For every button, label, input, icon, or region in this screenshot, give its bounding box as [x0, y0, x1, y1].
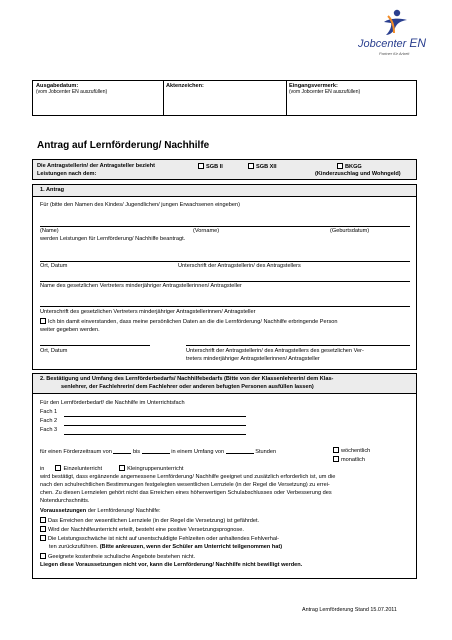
body-line-4: Notendurchschnitts.: [40, 498, 90, 504]
section2-heading-line1: 2. Bestätigung und Umfang des Lernförderbedarfs/ Nachhilfebedarfs (Bitte von der Klassenlehrerin/ dem Klas-: [40, 376, 334, 382]
einverstanden-checkbox[interactable]: [40, 318, 46, 324]
zeitraum-bis-field[interactable]: [142, 447, 170, 454]
opt3-checkbox[interactable]: [40, 535, 46, 541]
section2-heading-line2: senlehrer, der Fachlehrerin/ dem Fachlehrer oder anderen befugten Personen ausfüllen lassen): [61, 384, 314, 390]
unterschrift-2-line1: Unterschrift der Antragstellerin/ des Antragstellers des gesetzlichen Ver-: [186, 348, 364, 354]
einverstanden-line2: weiter gegeben werden.: [40, 327, 100, 333]
voraussetzungen-rest: der Lernförderung/ Nachhilfe:: [86, 508, 161, 514]
monatlich-checkbox[interactable]: [333, 456, 339, 462]
beantragt-text: werden Leistungen für Lernförderung/ Nachhilfe beantragt.: [40, 236, 186, 242]
ausgabedatum-note: (vom Jobcenter EN auszufüllen): [36, 89, 108, 95]
eingangsvermerk-note: (vom Jobcenter EN auszufüllen): [289, 89, 361, 95]
unterschrift-2-line2: treters minderjähriger Antragstellerinnen/ Antragsteller: [186, 356, 320, 362]
opt3-line2a: ten zurückzuführen.: [49, 544, 100, 550]
name-label: (Name): [40, 228, 59, 234]
opt4-checkbox[interactable]: [40, 553, 46, 559]
opt1-checkbox[interactable]: [40, 517, 46, 523]
einzelunterricht-checkbox[interactable]: [55, 465, 61, 471]
fach2-field[interactable]: [64, 425, 246, 426]
zeitraum-label: für einen Förderzeitraum von: [40, 449, 112, 455]
eingangsvermerk-field[interactable]: [288, 97, 416, 115]
logo: [355, 8, 437, 60]
bkgg-note: (Kinderzuschlag und Wohngeld): [315, 171, 401, 177]
fach1-label: Fach 1: [40, 409, 58, 415]
opt2-label: Wird der Nachhilfeunterricht erteilt, besteht eine positive Versetzungsprognose.: [48, 527, 244, 533]
ort-datum-label-1: Ort, Datum: [40, 263, 68, 269]
bkgg-label: BKGG: [345, 164, 362, 170]
page-title: Antrag auf Lernförderung/ Nachhilfe: [37, 140, 210, 151]
unterschrift-vertreter-label: Unterschrift des gesetzlichen Vertreters minderjähriger Antragstellerinnen/ Antragsteller: [40, 309, 256, 315]
fach1-field[interactable]: [64, 416, 246, 417]
footer: Antrag Lernförderung Stand 15.07.2011: [302, 607, 397, 613]
section2: [32, 373, 417, 579]
kleingruppen-checkbox[interactable]: [119, 465, 125, 471]
opt3-line2b: (Bitte ankreuzen, wenn der Schüler am Unterricht teilgenommen hat): [99, 544, 283, 550]
fach2-label: Fach 2: [40, 418, 58, 424]
section1: [32, 184, 417, 370]
zeitraum-bis-label: bis: [132, 449, 141, 455]
voraussetzungen-bold: Voraussetzungen: [40, 508, 87, 514]
umfang-field[interactable]: [226, 447, 254, 454]
opt1-label: Das Erreichen der wesentlichen Lernziele (in der Regel die Versetzung) ist gefährdet.: [48, 518, 260, 524]
benefit-row: [32, 159, 417, 180]
vorname-label: (Vorname): [193, 228, 220, 234]
einverstanden-line1: Ich bin damit einverstanden, dass meine persönlichen Daten an die die Lernförderung/ Nachhilfe erbringende Person: [48, 319, 338, 325]
einzelunterricht-label: Einzelunterricht: [63, 466, 103, 472]
sgb2-checkbox[interactable]: [198, 163, 204, 169]
body-line-2: nach den schulrechtlichen Bestimmungen festgelegten wesentlichen Lernziele (in der Regel die Versetzung) zu errei-: [40, 482, 330, 488]
geburtsdatum-label: (Geburtsdatum): [330, 228, 370, 234]
section1-heading: 1. Antrag: [40, 187, 65, 193]
jobcenter-figure-icon: [380, 8, 410, 38]
monatlich-label: monatlich: [341, 457, 365, 463]
aktenzeichen-label: Aktenzeichen:: [166, 83, 204, 89]
ausgabedatum-field[interactable]: [35, 97, 161, 115]
eingangsvermerk-label: Eingangsvermerk:: [289, 83, 338, 89]
opt2-checkbox[interactable]: [40, 526, 46, 532]
opt3-line1: Die Leistungsschwäche ist nicht auf unentschuldigte Fehlzeiten oder anhaltendes Fehlverhal-: [48, 536, 280, 542]
zeitraum-stunden-label: Stunden: [255, 449, 277, 455]
zeitraum-umfang-label: in einem Umfang von: [171, 449, 225, 455]
ort-datum-label-2: Ort, Datum: [40, 348, 68, 354]
sgb12-checkbox[interactable]: [248, 163, 254, 169]
sgb2-label: SGB II: [206, 164, 223, 170]
in-label: in: [40, 466, 45, 472]
child-name-field[interactable]: [40, 213, 410, 225]
fach3-label: Fach 3: [40, 427, 58, 433]
zeitraum-von-field[interactable]: [113, 447, 131, 454]
logo-tagline: Partner für Arbeit: [379, 51, 410, 56]
section2-intro: Für den Lernförderbedarf/ die Nachhilfe im Unterrichtsfach: [40, 400, 185, 406]
ausgabedatum-label: Ausgabedatum:: [36, 83, 79, 89]
fach3-field[interactable]: [64, 434, 246, 435]
woechentlich-label: wöchentlich: [341, 448, 371, 454]
aktenzeichen-field[interactable]: [165, 91, 283, 115]
name-vertreter-label: Name des gesetzlichen Vertreters minderjähriger Antragstellerinnen/ Antragsteller: [40, 283, 242, 289]
unterschrift-antragsteller-label: Unterschrift der Antragstellerin/ des Antragstellers: [178, 263, 301, 269]
benefit-label-line2: Leistungen nach dem:: [37, 171, 97, 177]
benefit-label-line1: Die Antragstellerin/ der Antragsteller bezieht: [37, 163, 156, 169]
body-line-3: chen. Zu diesen Lernzielen gehört nicht das Erreichen eines höherwertigen Schulabschlusses oder Verbesserung des: [40, 490, 332, 496]
sgb12-label: SGB XII: [256, 164, 277, 170]
woechentlich-checkbox[interactable]: [333, 447, 339, 453]
header-table: [32, 80, 417, 116]
logo-suffix: EN: [409, 36, 427, 50]
kleingruppen-label: Kleingruppenunterricht: [127, 466, 184, 472]
final-statement: Liegen diese Voraussetzungen nicht vor, kann die Lernförderung/ Nachhilfe nicht bewilligt werden.: [40, 562, 303, 568]
bkgg-checkbox[interactable]: [337, 163, 343, 169]
logo-name: Jobcenter: [358, 38, 407, 50]
section1-intro: Für (bitte den Namen des Kindes/ Jugendlichen/ jungen Erwachsenen eingeben): [40, 202, 240, 208]
opt4-label: Geeignete kostenfreie schulische Angebote bestehen nicht.: [48, 554, 196, 560]
body-line-1: wird bestätigt, dass ergänzende angemessene Lernförderung/ Nachhilfe geeignet und zusätzlich erforderlich ist, um die: [40, 474, 336, 480]
